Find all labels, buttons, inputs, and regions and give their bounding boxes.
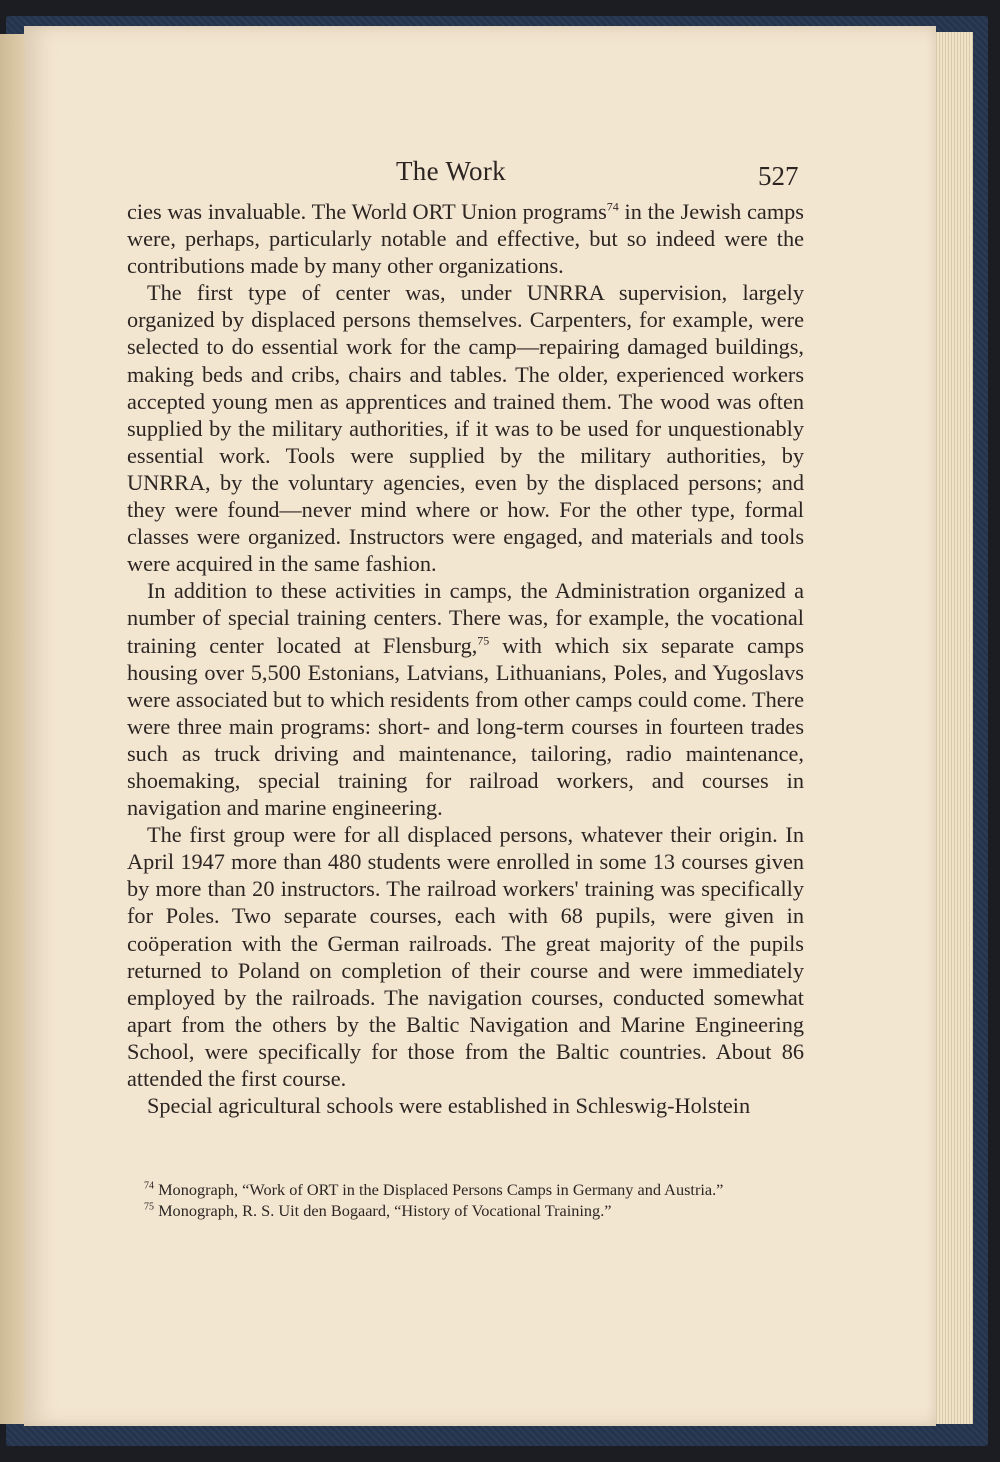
- footnote-75: $^{75}$ Monograph, R. S. Uit den Bogaard, “History of Vocational Training.”: [144, 1201, 612, 1221]
- footnotes: [127, 1179, 804, 1222]
- book-page: [24, 26, 936, 1426]
- running-head: [24, 156, 936, 196]
- footnote-ref-74: 74: [606, 199, 619, 214]
- footnote-74: $^{74}$ Monograph, “Work of ORT in the Displaced Persons Camps in Germany and Austria.”: [144, 1180, 724, 1199]
- body-text: [127, 198, 804, 1119]
- chapter-title: The Work: [396, 156, 506, 186]
- page-number: 527: [758, 161, 799, 191]
- paragraph-1: cies was invaluable. The World ORT Union programs$^{74}$ in the Jewish camps were, perhaps, particularly notable and effective, but so indeed were the contributions made by many other organizations.: [127, 199, 804, 279]
- paragraph-3: In addition to these activities in camps, the Administration organized a number of special training centers. There was, for example, the vocational training center located at Flensburg,$^{75}$ with which six separate camps housing over 5,500 Estonians, Latvians, Lithuanians, Poles, and Yugoslavs were associated but to which residents from other camps could come. There were three main programs: short- and long-term courses in fourteen trades such as truck driving and maintenance, tailoring, radio maintenance, shoemaking, special training for railroad workers, and courses in navigation and marine engineering.: [127, 578, 805, 821]
- paragraph-4: The first group were for all displaced persons, whatever their origin. In April 1947 more than 480 students were enrolled in some 13 courses given by more than 20 instructors. The railroad workers' training was specifically for Poles. Two separate courses, each with 68 pupils, were given in coöperation with the German railroads. The great majority of the pupils returned to Poland on completion of their course and were immediately employed by the railroads. The navigation courses, conducted somewhat apart from the others by the Baltic Navigation and Marine Engineering School, were specifically for those from the Baltic countries. About 86 attended the first course.: [127, 822, 804, 1091]
- paragraph-5: Special agricultural schools were established in Schleswig-Holstein: [147, 1093, 751, 1119]
- footnote-ref-75: 75: [477, 633, 490, 648]
- paragraph-2: The first type of center was, under UNRRA supervision, largely organized by displaced persons themselves. Carpenters, for example, were selected to do essential work for the camp—repairing damaged buildings, making beds and cribs, chairs and tables. The older, experienced workers accepted young men as apprentices and trained them. The wood was often supplied by the military authorities, if it was to be used for unquestionably essential work. Tools were supplied by the military authorities, by UNRRA, by the voluntary agencies, even by the displaced persons; and they were found—never mind where or how. For the other type, formal classes were organized. Instructors were engaged, and materials and tools were acquired in the same fashion.: [127, 280, 804, 577]
